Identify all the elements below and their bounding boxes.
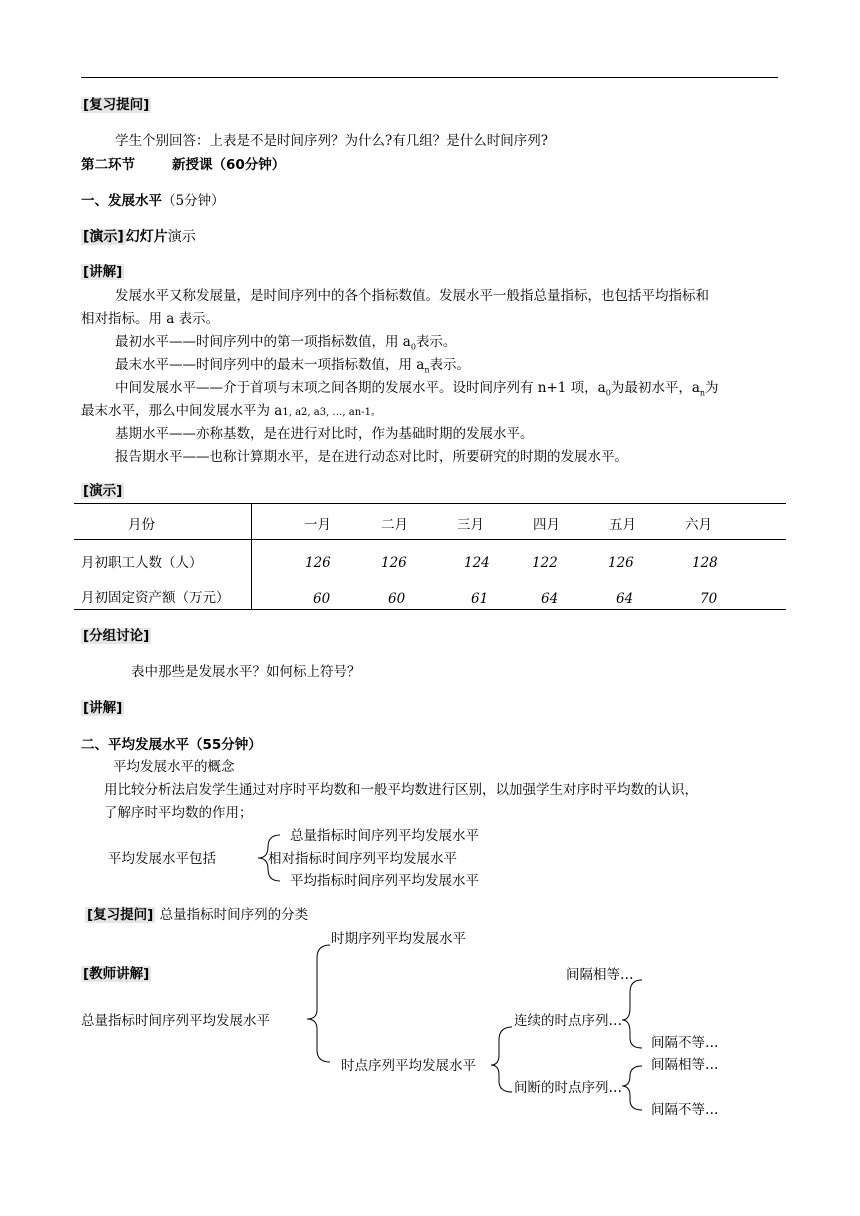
month-header: 五月 (609, 517, 636, 533)
month-header: 三月 (457, 517, 484, 533)
tree-intermittent: 间断的时点序列… (514, 1080, 622, 1096)
table-cell: 126 (608, 555, 634, 571)
table-cell: 122 (532, 555, 558, 571)
section-title: 新授课（60分钟） (172, 157, 286, 173)
lecture1-tag: [讲解] (83, 264, 123, 280)
review-question-tag: [复习提问] (83, 97, 150, 113)
group-discussion-text: 表中那些是发展水平？如何标上符号？ (131, 664, 361, 680)
report-level: 报告期水平——也称计算期水平，是在进行动态对比时，所要研究的时期的发展水平。 (115, 449, 628, 465)
review2: [复习提问] 总量指标时间序列的分类 (87, 907, 309, 923)
brace-point (491, 1027, 512, 1092)
middle-level-line1: 中间发展水平——介于首项与末项之间各期的发展水平。设时间序列有 n+1 项，$a_0$为最初水平，$a_n$为 (115, 380, 719, 398)
table-cell: 126 (305, 555, 331, 571)
includes-item: 相对指标时间序列平均发展水平 (268, 851, 457, 867)
base-level: 基期水平——亦称基数，是在进行对比时，作为基础时期的发展水平。 (115, 426, 534, 442)
table-cell: 64 (541, 591, 559, 607)
review-question-text: 学生个别回答：上表是不是时间序列？为什么?有几组？是什么时间序列? (115, 133, 548, 149)
brace-intermittent (622, 1066, 642, 1110)
part2-desc-line2: 了解序时平均数的作用； (104, 805, 253, 821)
brace-continuous (622, 980, 642, 1048)
demo2-tag: [演示] (83, 483, 123, 499)
lecture1-p1-line1: 发展水平又称发展量，是时间序列中的各个指标数值。发展水平一般指总量指标，也包括平均指标和 (115, 288, 709, 304)
tree-point: 时点序列平均发展水平 (341, 1058, 476, 1074)
month-header: 二月 (381, 517, 408, 533)
table-header-label: 月份 (128, 517, 155, 533)
part2-desc-line1: 用比较分析法启发学生通过对序时平均数和一般平均数进行区别，以加强学生对序时平均数的认识， (104, 782, 698, 798)
tree-equal-1: 间隔相等… (566, 967, 634, 983)
table-cell: 61 (471, 591, 489, 607)
month-header: 六月 (685, 517, 712, 533)
includes-item: 总量指标时间序列平均发展水平 (290, 828, 479, 844)
table-cell: 124 (464, 555, 490, 571)
tree-equal-2: 间隔相等… (651, 1057, 719, 1073)
group-discussion-tag: [分组讨论] (83, 628, 150, 644)
row-label-assets: 月初固定资产额（万元） (81, 590, 230, 606)
initial-level: 最初水平——时间序列中的第一项指标数值，用 $a_0$表示。 (115, 334, 457, 352)
section-label: 第二环节 (81, 157, 135, 173)
part2-heading: 二、平均发展水平（55分钟） (81, 737, 262, 753)
brace-includes (258, 835, 280, 881)
table-cell: 64 (616, 591, 634, 607)
part1-heading: 一、发展水平（5分钟） (81, 193, 225, 209)
row-label-workers: 月初职工人数（人） (81, 555, 203, 571)
tree-root: 总量指标时间序列平均发展水平 (81, 1013, 270, 1029)
table-cell: 128 (692, 555, 718, 571)
table-cell: 60 (313, 591, 331, 607)
table-cell: 126 (381, 555, 407, 571)
tree-continuous: 连续的时点序列… (514, 1013, 622, 1029)
month-header: 四月 (533, 517, 560, 533)
month-header: 一月 (304, 517, 331, 533)
includes-label: 平均发展水平包括 (108, 851, 216, 867)
table-cell: 70 (700, 591, 718, 607)
tree-period: 时期序列平均发展水平 (331, 931, 466, 947)
teacher-tag: [教师讲解] (83, 966, 150, 982)
tree-unequal-2: 间隔不等… (651, 1102, 719, 1118)
brace-root (307, 945, 330, 1062)
includes-item: 平均指标时间序列平均发展水平 (290, 873, 479, 889)
lecture1-p1-line2: 相对指标。用 a 表示。 (81, 311, 220, 327)
middle-level-line2: 最末水平，那么中间发展水平为 a1, a2, a3, …, an-1。 (81, 403, 381, 419)
part2-concept: 平均发展水平的概念 (113, 759, 235, 775)
lecture2-tag: [讲解] (83, 700, 123, 716)
table-cell: 60 (388, 591, 406, 607)
final-level: 最末水平——时间序列中的最末一项指标数值，用 $a_n$表示。 (115, 357, 470, 375)
tree-unequal-1: 间隔不等… (651, 1035, 719, 1051)
demo1: [演示] 幻灯片演示 (83, 229, 196, 245)
